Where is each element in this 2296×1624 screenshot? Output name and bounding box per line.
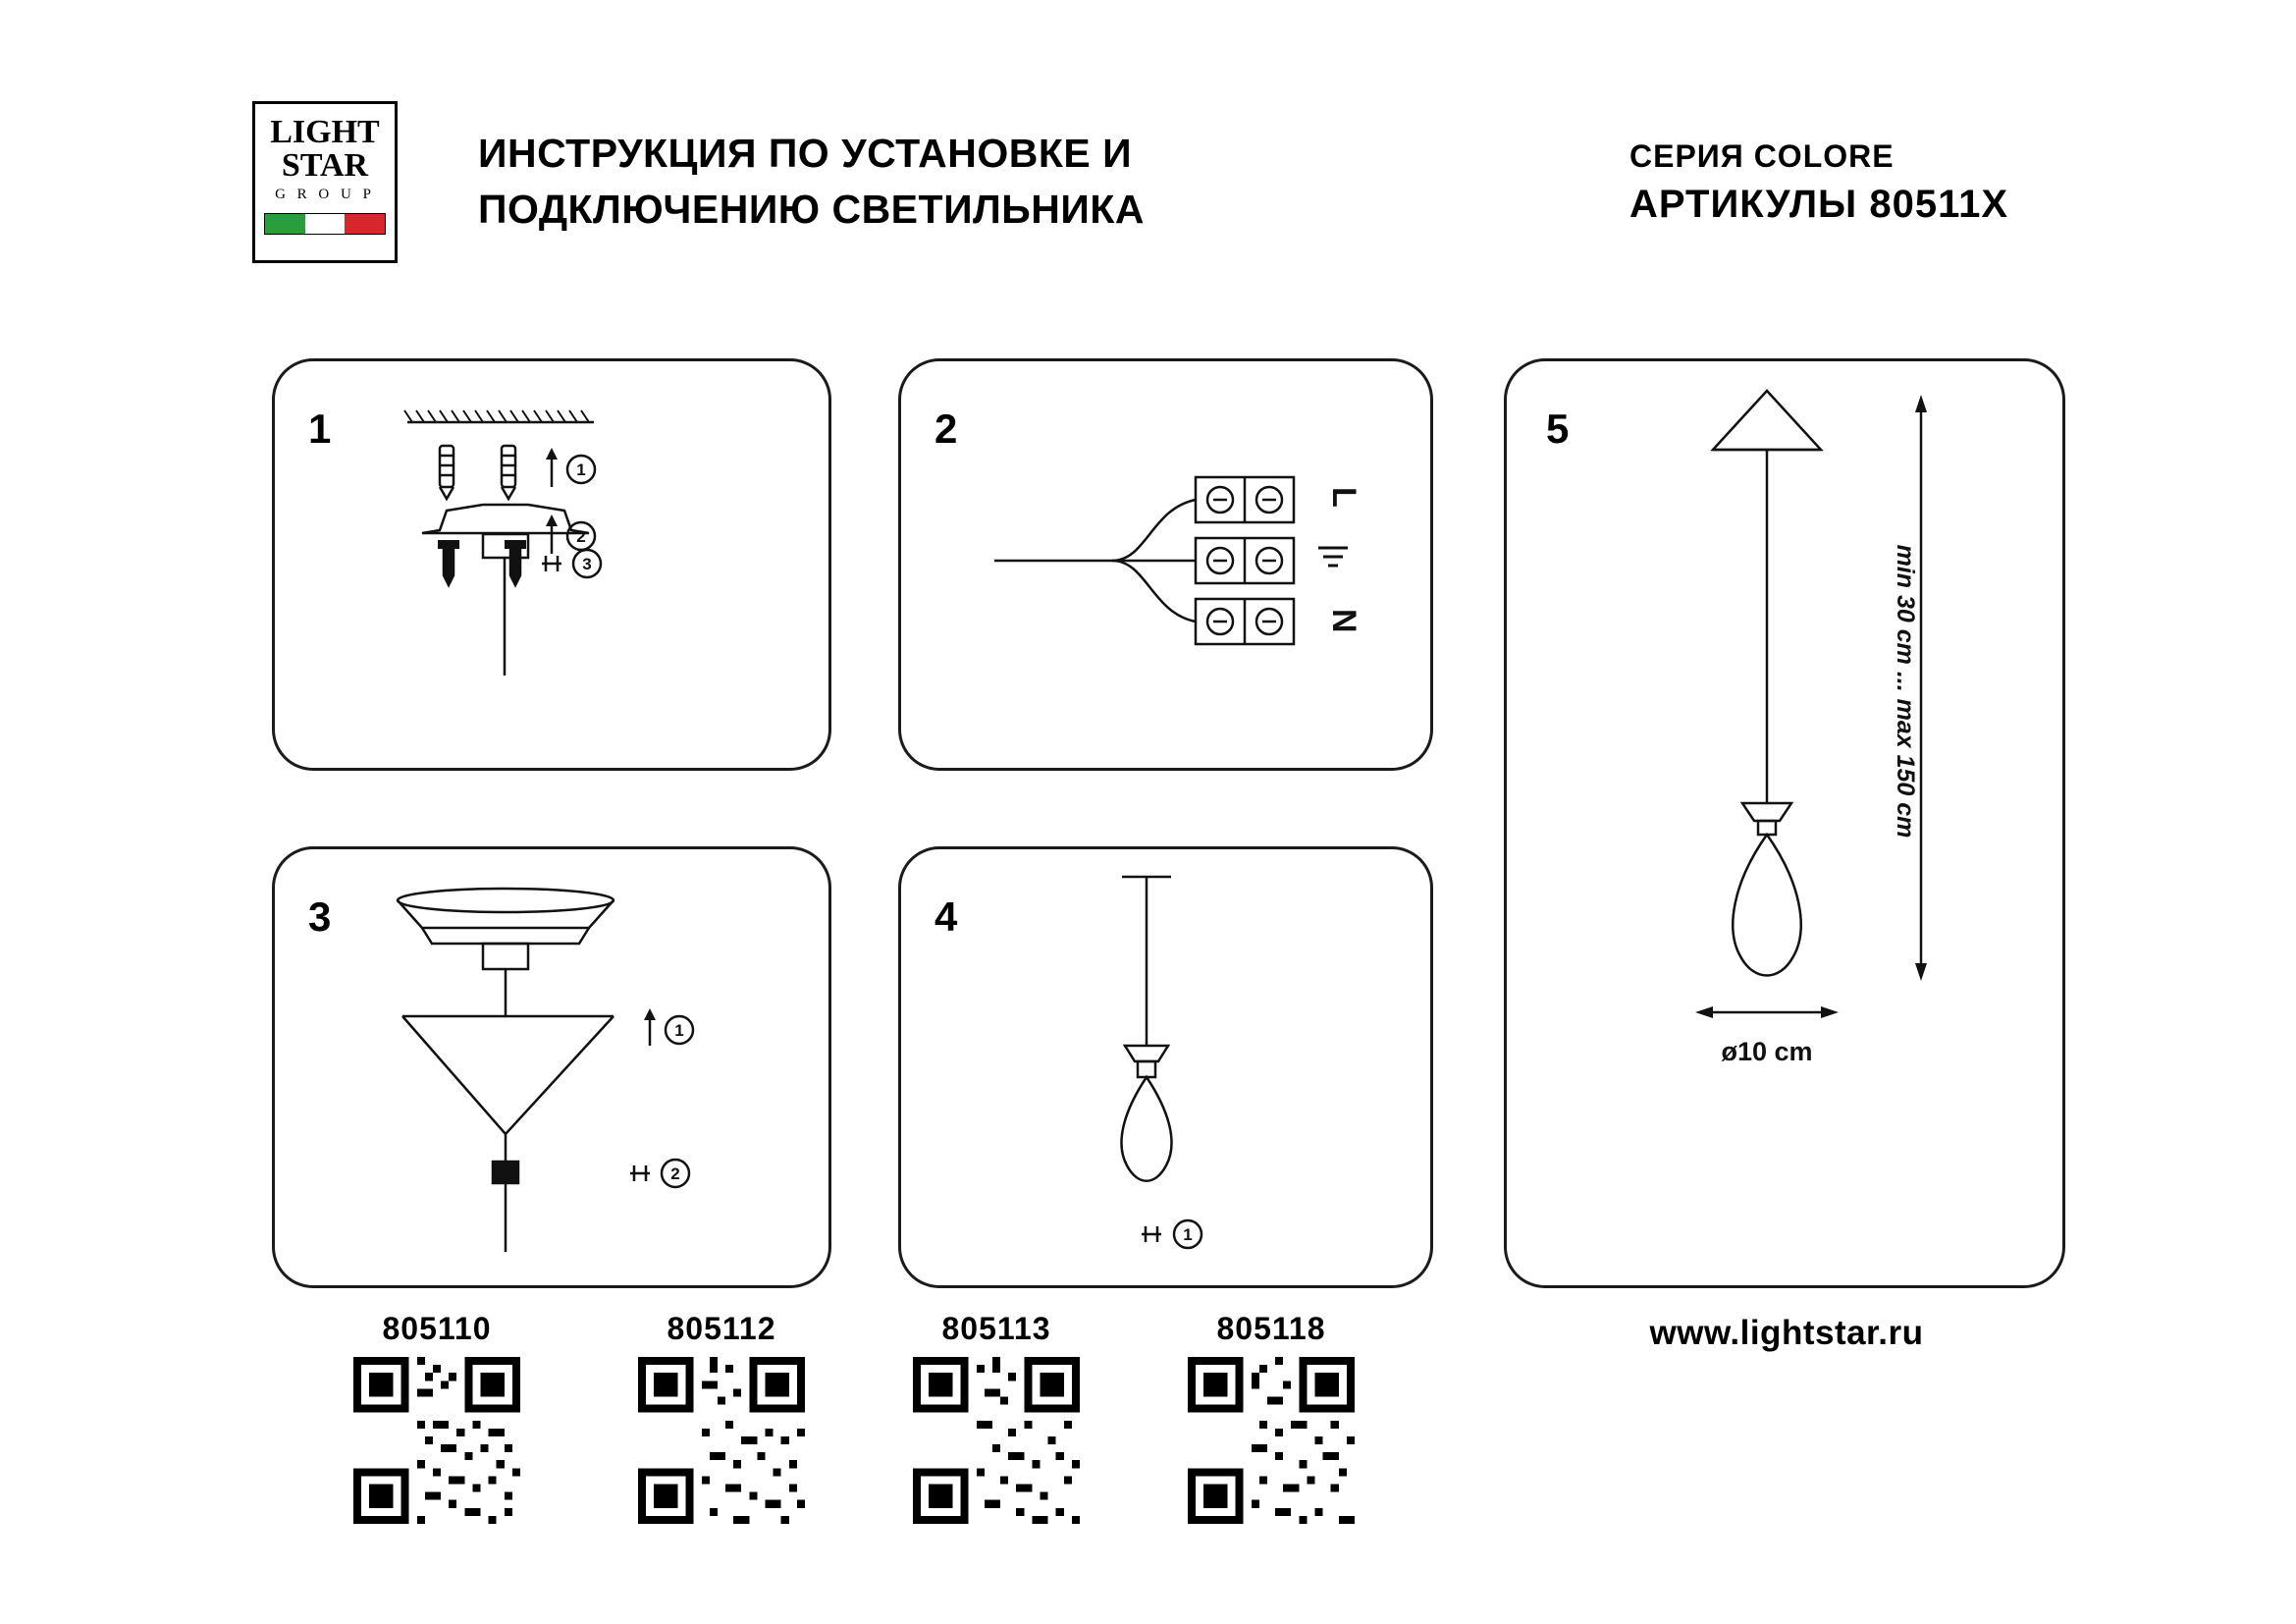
step-5-illustration xyxy=(1507,361,2062,1285)
step-number-5: 5 xyxy=(1546,406,1570,452)
step-number-4: 4 xyxy=(934,893,958,940)
series-block xyxy=(1629,134,2218,230)
step-panel-4 xyxy=(898,846,1433,1288)
callout-2-label: 2 xyxy=(670,1164,680,1183)
code-block-805118 xyxy=(1158,1311,1384,1524)
article-label: АРТИКУЛЫ 80511X xyxy=(1629,183,2009,226)
step-number-3: 3 xyxy=(308,893,332,940)
code-block-805110 xyxy=(324,1311,550,1524)
qr-code-icon xyxy=(913,1357,1080,1524)
code-label: 805112 xyxy=(667,1311,776,1346)
page-title-line-2: ПОДКЛЮЧЕНИЮ СВЕТИЛЬНИКА xyxy=(478,187,1145,232)
code-label: 805110 xyxy=(382,1311,492,1346)
callout-2-label: 2 xyxy=(576,527,586,546)
qr-code-icon xyxy=(353,1357,520,1524)
callout-1-label: 1 xyxy=(1183,1225,1193,1244)
code-label: 805118 xyxy=(1216,1311,1326,1346)
step-panel-3 xyxy=(272,846,831,1288)
logo-line-2: STAR xyxy=(281,147,369,184)
step-number-1: 1 xyxy=(308,406,332,452)
step-4-illustration xyxy=(901,849,1430,1285)
italy-flag-icon xyxy=(264,213,386,235)
page-title-line-1: ИНСТРУКЦИЯ ПО УСТАНОВКЕ И xyxy=(478,131,1133,176)
qr-code-icon xyxy=(1188,1357,1355,1524)
callout-3-label: 3 xyxy=(582,555,592,573)
terminal-label-N: N xyxy=(1325,609,1362,633)
page-title xyxy=(478,126,1362,238)
logo-group-text: G R O U P xyxy=(275,187,375,202)
code-block-805113 xyxy=(883,1311,1109,1524)
brand-logo xyxy=(252,101,398,263)
diameter-dimension-label: ø10 cm xyxy=(1721,1037,1813,1066)
code-label: 805113 xyxy=(941,1311,1051,1346)
callout-1-label: 1 xyxy=(576,460,586,479)
code-block-805112 xyxy=(609,1311,834,1524)
terminal-label-L: L xyxy=(1325,487,1362,508)
step-1-illustration xyxy=(275,361,828,768)
step-2-illustration xyxy=(901,361,1430,768)
product-codes xyxy=(324,1311,1423,1556)
step-3-illustration xyxy=(275,849,828,1285)
qr-code-icon xyxy=(638,1357,805,1524)
callout-1-label: 1 xyxy=(674,1021,684,1040)
website-label[interactable]: www.lightstar.ru xyxy=(1649,1314,1924,1352)
logo-line-1: LIGHT xyxy=(270,114,380,150)
step-panel-1 xyxy=(272,358,831,771)
step-number-2: 2 xyxy=(934,406,958,452)
height-dimension-label: min 30 cm ... max 150 cm xyxy=(1892,544,1919,839)
step-panel-5 xyxy=(1504,358,2065,1288)
series-label: СЕРИЯ COLORE xyxy=(1629,138,1895,174)
step-panel-2 xyxy=(898,358,1433,771)
